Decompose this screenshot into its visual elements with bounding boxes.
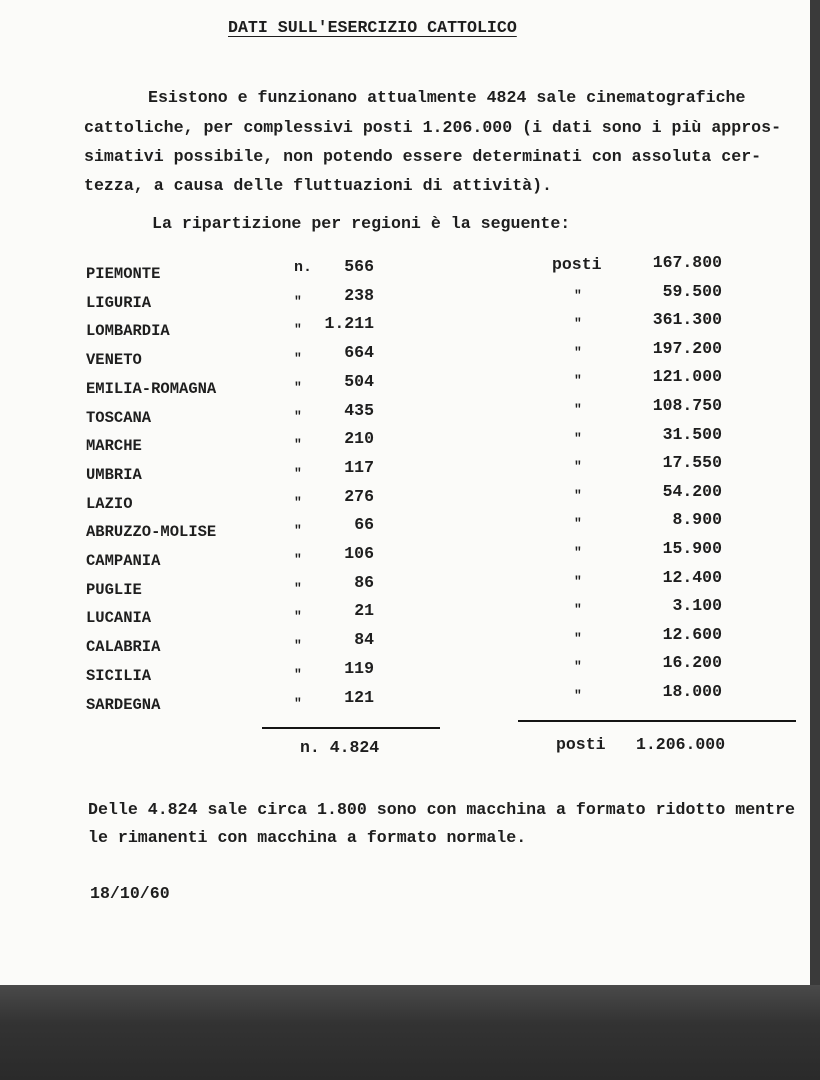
sale-count: 66 bbox=[354, 515, 374, 535]
count-prefix: n. bbox=[294, 259, 313, 276]
ditto-mark: " bbox=[574, 316, 582, 332]
region-name: LIGURIA bbox=[86, 293, 152, 312]
table-row-seats bbox=[0, 455, 810, 475]
region-name: ABRUZZO-MOLISE bbox=[86, 523, 217, 542]
seats-count: 16.200 bbox=[662, 653, 722, 673]
count-prefix: " bbox=[294, 523, 302, 539]
region-name: SICILIA bbox=[86, 666, 152, 685]
region-name: CAMPANIA bbox=[86, 552, 161, 570]
sale-count: 435 bbox=[344, 400, 374, 420]
count-prefix: " bbox=[294, 580, 302, 596]
ditto-mark: " bbox=[574, 573, 582, 589]
closing-line-2: le rimanenti con macchina a formato normale. bbox=[88, 828, 527, 847]
seats-count: 12.400 bbox=[662, 567, 722, 587]
count-prefix: " bbox=[294, 465, 302, 481]
sale-count: 504 bbox=[344, 371, 374, 391]
sale-count: 106 bbox=[344, 544, 374, 563]
seats-count: 197.200 bbox=[652, 338, 722, 358]
count-prefix: " bbox=[294, 293, 302, 309]
count-prefix: " bbox=[294, 609, 302, 625]
table-row-seats bbox=[0, 369, 810, 389]
region-name: TOSCANA bbox=[86, 408, 152, 427]
region-name: MARCHE bbox=[86, 437, 142, 456]
table-row-seats bbox=[0, 541, 810, 561]
seats-count: 3.100 bbox=[672, 596, 722, 616]
ditto-mark: " bbox=[574, 688, 582, 703]
ditto-mark: " bbox=[574, 602, 582, 618]
table-row-seats bbox=[0, 655, 810, 675]
region-name: LUCANIA bbox=[86, 609, 152, 628]
table-row-seats bbox=[0, 255, 810, 275]
intro-line-1: Esistono e funzionano attualmente 4824 sale cinematografiche bbox=[148, 88, 746, 107]
seats-count: 108.750 bbox=[652, 396, 722, 415]
ditto-mark: " bbox=[574, 344, 582, 360]
scan-background-bottom bbox=[0, 985, 820, 1080]
sale-count: 210 bbox=[344, 429, 374, 449]
total-posti-label: posti bbox=[556, 735, 606, 754]
closing-line-1: Delle 4.824 sale circa 1.800 sono con macchina a formato ridotto mentre bbox=[88, 800, 796, 819]
ditto-mark: " bbox=[574, 459, 582, 475]
total-posti: 1.206.000 bbox=[636, 735, 726, 754]
region-name: CALABRIA bbox=[86, 638, 161, 657]
sale-count: 86 bbox=[354, 572, 374, 592]
count-prefix: " bbox=[294, 437, 302, 453]
ditto-mark: " bbox=[574, 402, 582, 417]
left-total-rule bbox=[262, 727, 440, 729]
table-row-seats bbox=[0, 424, 810, 447]
region-name: SARDEGNA bbox=[86, 695, 161, 714]
count-prefix: " bbox=[294, 494, 302, 510]
count-prefix: " bbox=[294, 552, 302, 567]
sale-count: 664 bbox=[344, 343, 374, 363]
ditto-mark: " bbox=[574, 659, 582, 675]
seats-count: 167.800 bbox=[652, 253, 722, 272]
sale-count: 21 bbox=[354, 601, 374, 621]
seats-count: 361.300 bbox=[652, 310, 722, 330]
seats-count: 121.000 bbox=[652, 367, 722, 387]
sale-count: 276 bbox=[344, 486, 374, 506]
region-name: EMILIA-ROMAGNA bbox=[86, 379, 217, 398]
count-prefix: " bbox=[294, 351, 302, 367]
intro-line-2: cattoliche, per complessivi posti 1.206.000 (i dati sono i più appros- bbox=[84, 118, 782, 137]
sale-count: 566 bbox=[344, 257, 374, 276]
ditto-mark: " bbox=[574, 630, 582, 646]
table-row-seats bbox=[0, 338, 810, 361]
ditto-mark: " bbox=[574, 516, 582, 532]
sale-count: 1.211 bbox=[324, 314, 374, 334]
count-prefix: " bbox=[294, 408, 302, 424]
count-prefix: " bbox=[294, 322, 302, 338]
seats-count: 15.900 bbox=[662, 539, 722, 558]
ditto-mark: " bbox=[574, 373, 582, 389]
document-title: DATI SULL'ESERCIZIO CATTOLICO bbox=[228, 18, 517, 37]
intro-line-3: simativi possibile, non potendo essere determinati con assoluta cer- bbox=[84, 147, 762, 166]
seats-count: 54.200 bbox=[662, 481, 722, 501]
table-row-seats bbox=[0, 684, 810, 704]
document-date: 18/10/60 bbox=[90, 884, 170, 903]
seats-count: 12.600 bbox=[662, 624, 722, 644]
seats-count: 59.500 bbox=[662, 281, 722, 301]
region-name: VENETO bbox=[86, 351, 142, 370]
region-name: PIEMONTE bbox=[86, 265, 161, 283]
count-prefix: " bbox=[294, 666, 302, 682]
region-name: UMBRIA bbox=[86, 465, 142, 484]
count-prefix: " bbox=[294, 379, 302, 395]
sale-count: 117 bbox=[344, 457, 374, 477]
table-row-seats bbox=[0, 398, 810, 418]
lead-sentence: La ripartizione per regioni è la seguente: bbox=[152, 214, 571, 233]
seats-prefix: posti bbox=[552, 255, 602, 274]
table-row-seats bbox=[0, 481, 810, 504]
table-row-seats bbox=[0, 567, 810, 590]
sale-count: 238 bbox=[344, 285, 374, 305]
count-prefix: " bbox=[294, 695, 302, 711]
sale-count: 84 bbox=[354, 630, 374, 650]
total-sale: n. 4.824 bbox=[300, 738, 380, 757]
ditto-mark: " bbox=[574, 487, 582, 503]
seats-count: 18.000 bbox=[662, 682, 722, 701]
intro-line-4: tezza, a causa delle fluttuazioni di attività). bbox=[84, 176, 553, 195]
count-prefix: " bbox=[294, 638, 302, 654]
ditto-mark: " bbox=[574, 545, 582, 560]
ditto-mark: " bbox=[574, 287, 582, 303]
table-row-seats bbox=[0, 281, 810, 304]
ditto-mark: " bbox=[574, 430, 582, 446]
seats-count: 31.500 bbox=[662, 424, 722, 444]
region-name: PUGLIE bbox=[86, 580, 142, 599]
sale-count: 121 bbox=[344, 687, 374, 707]
region-name: LAZIO bbox=[86, 494, 133, 513]
scan-edge-right bbox=[810, 0, 820, 985]
table-row-seats bbox=[0, 312, 810, 332]
region-name: LOMBARDIA bbox=[86, 322, 170, 341]
seats-count: 17.550 bbox=[662, 453, 722, 473]
seats-count: 8.900 bbox=[672, 510, 722, 530]
sale-count: 119 bbox=[344, 658, 374, 678]
right-total-rule bbox=[518, 720, 796, 722]
